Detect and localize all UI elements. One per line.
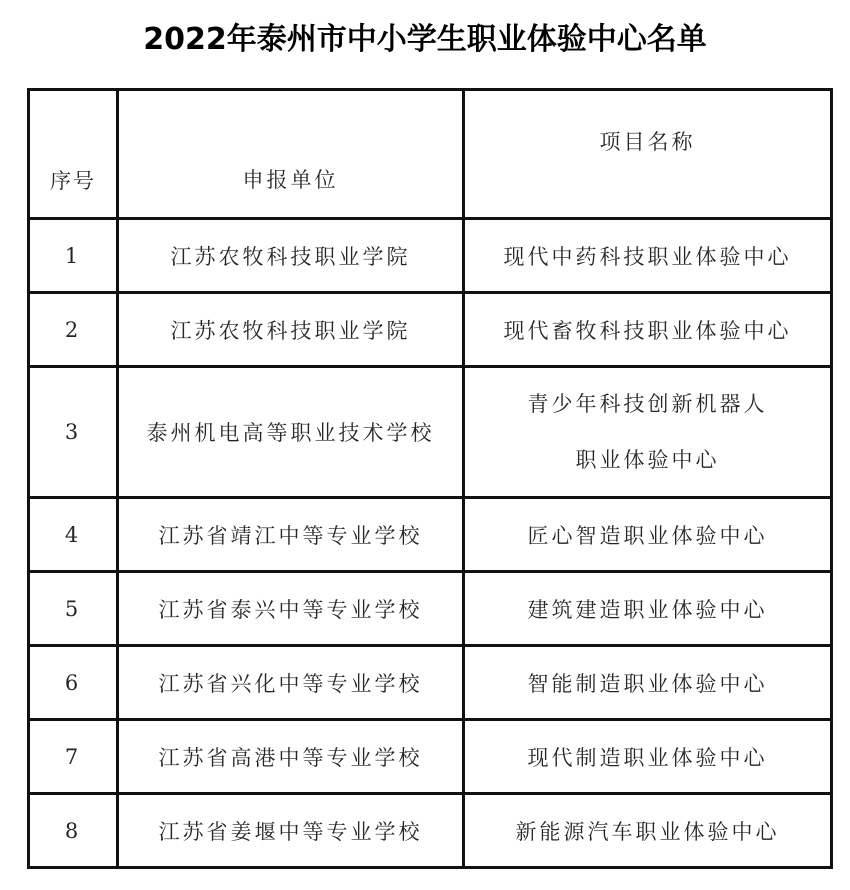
row-number: 7: [30, 721, 116, 792]
header-unit-label: 申报单位: [242, 168, 339, 192]
row-project: 匠心智造职业体验中心: [465, 499, 830, 570]
row-unit: 江苏省靖江中等专业学校: [119, 499, 462, 570]
header-cell-number: [30, 91, 116, 217]
row-project: 现代中药科技职业体验中心: [465, 220, 830, 291]
row-number: 4: [30, 499, 116, 570]
header-project-label: 项目名称: [599, 130, 696, 154]
row-number: 6: [30, 647, 116, 718]
table-row: [30, 795, 830, 866]
row-project-line-2: 职业体验中心: [575, 448, 720, 472]
row-project: 现代畜牧科技职业体验中心: [465, 294, 830, 365]
row-project-line-1: 青少年科技创新机器人: [527, 392, 768, 416]
table-row: [30, 368, 830, 496]
table-header-row: [30, 91, 830, 217]
row-unit: 泰州机电高等职业技术学校: [119, 368, 462, 496]
table-row: [30, 499, 830, 570]
table-row: [30, 294, 830, 365]
table-row: [30, 220, 830, 291]
row-number: 2: [30, 294, 116, 365]
row-number: 1: [30, 220, 116, 291]
row-number: 8: [30, 795, 116, 866]
row-unit: 江苏省泰兴中等专业学校: [119, 573, 462, 644]
center-list-table: [27, 88, 833, 869]
row-unit: 江苏农牧科技职业学院: [119, 220, 462, 291]
row-project: 智能制造职业体验中心: [465, 647, 830, 718]
header-cell-project: [465, 91, 830, 217]
row-unit: 江苏省姜堰中等专业学校: [119, 795, 462, 866]
row-unit: 江苏农牧科技职业学院: [119, 294, 462, 365]
row-project: 建筑建造职业体验中心: [465, 573, 830, 644]
page-title: 2022年泰州市中小学生职业体验中心名单: [143, 22, 707, 57]
row-project: [465, 368, 830, 496]
row-unit: 江苏省兴化中等专业学校: [119, 647, 462, 718]
row-unit: 江苏省高港中等专业学校: [119, 721, 462, 792]
table-row: [30, 573, 830, 644]
header-number-label: 序号: [50, 169, 96, 193]
row-number: 5: [30, 573, 116, 644]
header-cell-unit: [119, 91, 462, 217]
row-project: 新能源汽车职业体验中心: [465, 795, 830, 866]
table-row: [30, 721, 830, 792]
table-row: [30, 647, 830, 718]
row-project: 现代制造职业体验中心: [465, 721, 830, 792]
row-number: 3: [30, 368, 116, 496]
